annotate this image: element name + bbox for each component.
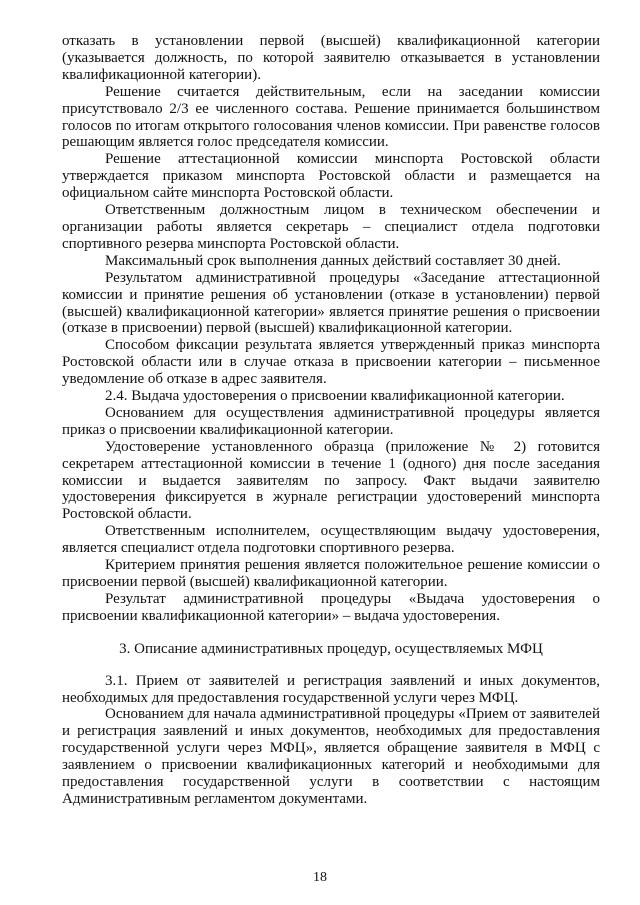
paragraph: Результатом административной процедуры «Заседание аттестационной комиссии и принятие решения об установлении (отказе в установлении) первой (высшей) квалификационной категории» является принятие решения о присвоении (отказе в присвоении) первой (высшей) квалификационной категории. (62, 269, 600, 337)
paragraph: Основанием для осуществления административной процедуры является приказ о присвоении квалификационной категории. (62, 404, 600, 438)
paragraph: Результат административной процедуры «Выдача удостоверения о присвоении квалификационной категории» – выдача удостоверения. (62, 590, 600, 624)
paragraph: Критерием принятия решения является положительное решение комиссии о присвоении первой (высшей) квалификационной категории. (62, 557, 600, 590)
paragraph: отказать в установлении первой (высшей) квалификационной категории (указывается должность, по которой заявителю отказывается в установлении квалификационной категории). (62, 33, 600, 83)
document-body (62, 33, 600, 808)
paragraph: Решение аттестационной комиссии минспорта Ростовской области утверждается приказом минспорта Ростовской области и размещается на официальном сайте минспорта Ростовской области. (62, 151, 600, 202)
paragraph: Способом фиксации результата является утвержденный приказ минспорта Ростовской области или в случае отказа в присвоении категории – письменное уведомление об отказе в адрес заявителя. (62, 337, 600, 388)
paragraph: Удостоверение установленного образца (приложение № 2) готовится секретарем аттестационной комиссии в течение 1 (одного) дня после заседания комиссии и выдается заявителям по запросу. Факт выдачи заявителю удостоверения фиксируется в журнале регистрации удостоверений минспорта Ростовской области. (62, 438, 600, 523)
paragraph: Решение считается действительным, если на заседании комиссии присутствовало 2/3 ее численного состава. Решение принимается большинством голосов по итогам открытого голосования членов комиссии. При равенстве голосов решающим является голос председателя комиссии. (62, 83, 600, 151)
paragraph: Ответственным исполнителем, осуществляющим выдачу удостоверения, является специалист отдела подготовки спортивного резерва. (62, 523, 600, 557)
page-number: 18 (313, 870, 327, 885)
paragraph: Максимальный срок выполнения данных действий составляет 30 дней. (105, 252, 561, 269)
subsection-title: 2.4. Выдача удостоверения о присвоении квалификационной категории. (105, 388, 565, 405)
subsection-title: 3.1. Прием от заявителей и регистрация заявлений и иных документов, необходимых для предоставления государственной услуги через МФЦ. (62, 672, 600, 706)
paragraph: Ответственным должностным лицом в техническом обеспечении и организации работы является секретарь – специалист отдела подготовки спортивного резерва минспорта Ростовской области. (62, 202, 600, 252)
paragraph: Основанием для начала административной процедуры «Прием от заявителей и регистрация заявлений и иных документов, необходимых для предоставления государственной услуги через МФЦ», является обращение заявителя в МФЦ с заявлением о присвоении квалификационных категорий и необходимыми для предоставления государственной услуги в соответствии с настоящим Административным регламентом документами. (62, 706, 600, 807)
section-heading: 3. Описание административных процедур, осуществляемых МФЦ (119, 640, 543, 657)
